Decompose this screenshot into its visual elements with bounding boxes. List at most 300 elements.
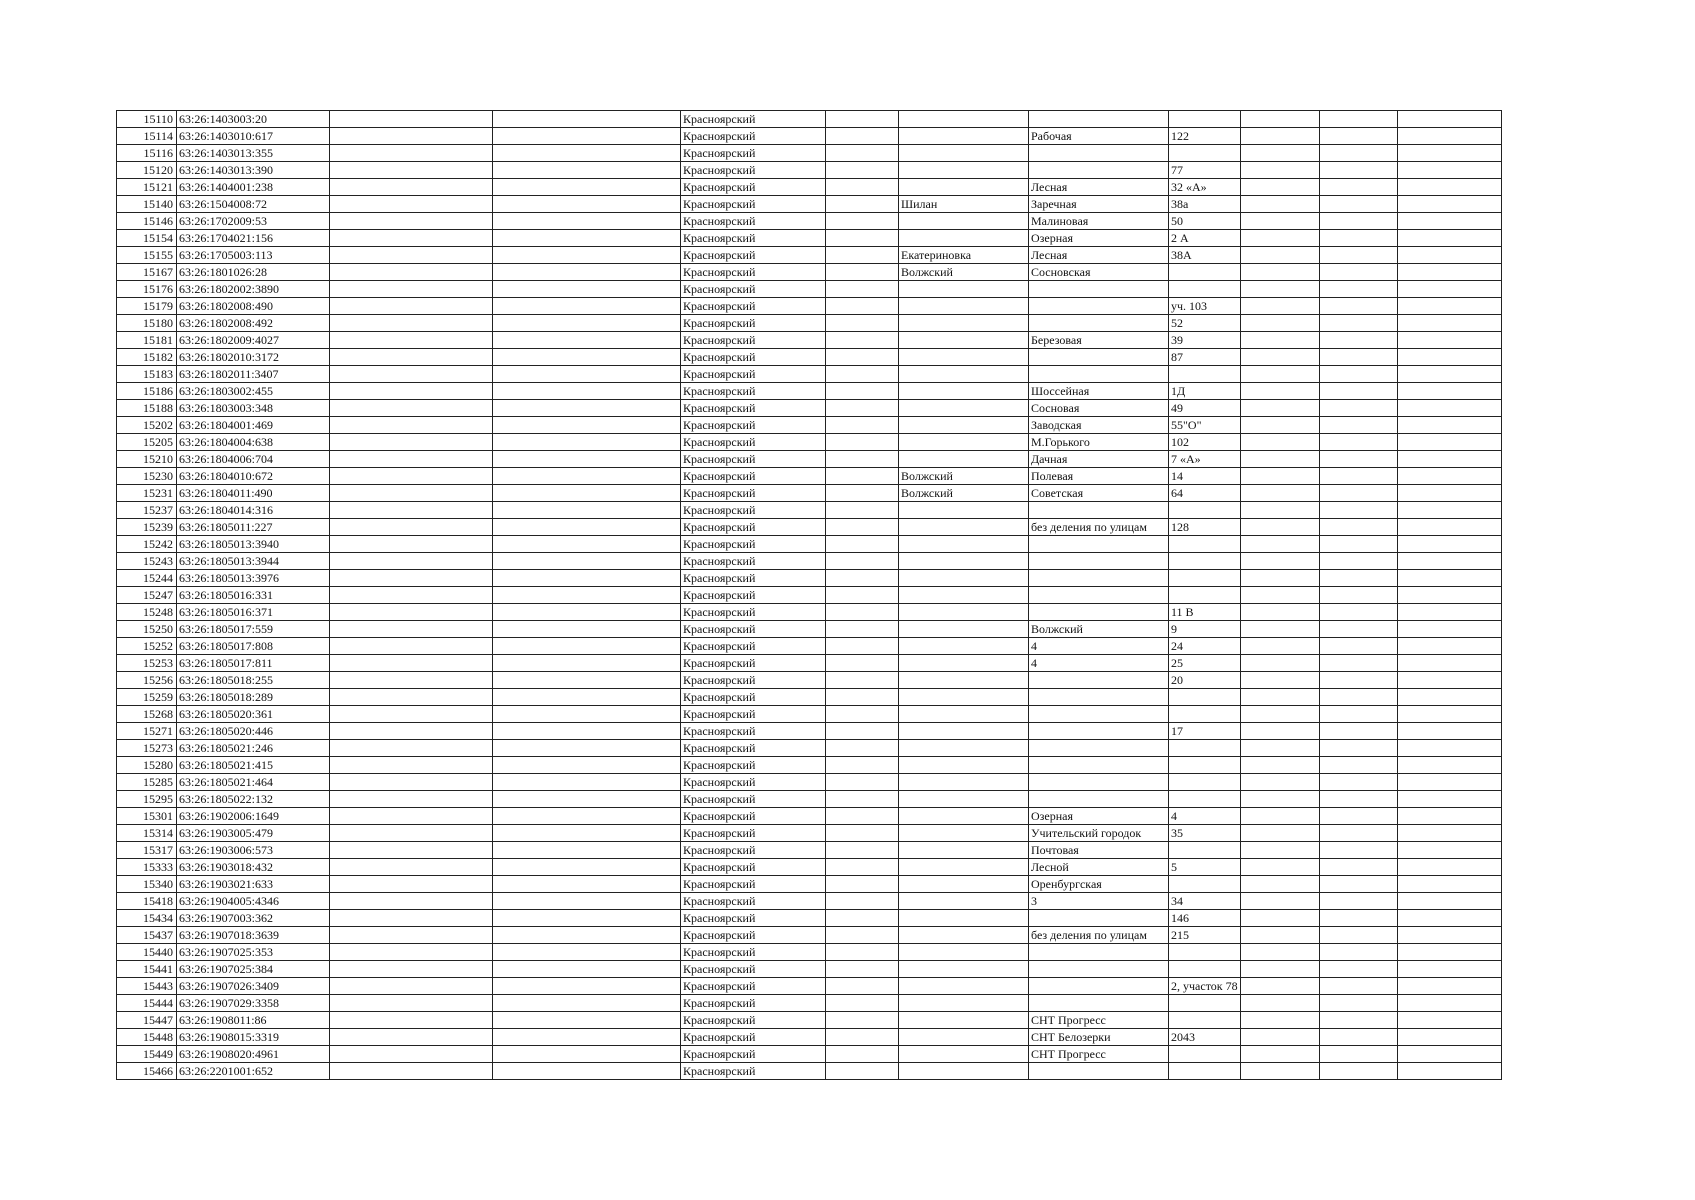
table-row <box>117 281 1502 298</box>
table-row <box>117 706 1502 723</box>
empty-cell <box>493 264 681 281</box>
row-number-cell: 15179 <box>117 298 177 315</box>
cadastral-number-cell: 63:26:1404001:238 <box>177 179 330 196</box>
empty-cell <box>1240 944 1319 961</box>
row-number-cell: 15253 <box>117 655 177 672</box>
empty-cell <box>1240 145 1319 162</box>
district-cell: Красноярский <box>681 519 826 536</box>
house-number-cell: 7 «А» <box>1169 451 1241 468</box>
empty-cell <box>1397 417 1501 434</box>
settlement-cell <box>899 570 1029 587</box>
street-cell: 3 <box>1029 893 1169 910</box>
empty-cell <box>826 349 899 366</box>
cadastral-number-cell: 63:26:1907025:353 <box>177 944 330 961</box>
empty-cell <box>826 961 899 978</box>
empty-cell <box>1240 519 1319 536</box>
empty-cell <box>493 876 681 893</box>
house-number-cell: 14 <box>1169 468 1241 485</box>
house-number-cell: 20 <box>1169 672 1241 689</box>
district-cell: Красноярский <box>681 1012 826 1029</box>
empty-cell <box>330 417 493 434</box>
row-number-cell: 15242 <box>117 536 177 553</box>
empty-cell <box>1240 638 1319 655</box>
row-number-cell: 15248 <box>117 604 177 621</box>
settlement-cell <box>899 842 1029 859</box>
row-number-cell: 15314 <box>117 825 177 842</box>
row-number-cell: 15205 <box>117 434 177 451</box>
empty-cell <box>1240 434 1319 451</box>
district-cell: Красноярский <box>681 145 826 162</box>
empty-cell <box>1240 893 1319 910</box>
street-cell: СНТ Прогресс <box>1029 1012 1169 1029</box>
table-row <box>117 383 1502 400</box>
district-cell: Красноярский <box>681 910 826 927</box>
house-number-cell: 122 <box>1169 128 1241 145</box>
district-cell: Красноярский <box>681 791 826 808</box>
street-cell <box>1029 315 1169 332</box>
street-cell: Лесной <box>1029 859 1169 876</box>
settlement-cell <box>899 1029 1029 1046</box>
street-cell: СНТ Прогресс <box>1029 1046 1169 1063</box>
empty-cell <box>1397 536 1501 553</box>
empty-cell <box>493 366 681 383</box>
street-cell <box>1029 791 1169 808</box>
cadastral-number-cell: 63:26:1805013:3944 <box>177 553 330 570</box>
empty-cell <box>493 315 681 332</box>
table-row <box>117 128 1502 145</box>
empty-cell <box>1319 230 1397 247</box>
row-number-cell: 15256 <box>117 672 177 689</box>
empty-cell <box>1397 961 1501 978</box>
street-cell: Заводская <box>1029 417 1169 434</box>
empty-cell <box>330 842 493 859</box>
empty-cell <box>493 553 681 570</box>
street-cell: М.Горького <box>1029 434 1169 451</box>
empty-cell <box>493 1029 681 1046</box>
empty-cell <box>826 689 899 706</box>
house-number-cell: уч. 103 <box>1169 298 1241 315</box>
table-row <box>117 570 1502 587</box>
empty-cell <box>1240 587 1319 604</box>
table-row <box>117 621 1502 638</box>
settlement-cell: Волжский <box>899 264 1029 281</box>
cadastral-number-cell: 63:26:1801026:28 <box>177 264 330 281</box>
empty-cell <box>1397 638 1501 655</box>
empty-cell <box>1397 332 1501 349</box>
empty-cell <box>826 859 899 876</box>
house-number-cell <box>1169 689 1241 706</box>
district-cell: Красноярский <box>681 128 826 145</box>
street-cell <box>1029 689 1169 706</box>
empty-cell <box>1240 162 1319 179</box>
empty-cell <box>1319 791 1397 808</box>
empty-cell <box>1240 825 1319 842</box>
empty-cell <box>826 757 899 774</box>
house-number-cell: 50 <box>1169 213 1241 230</box>
empty-cell <box>1397 366 1501 383</box>
street-cell <box>1029 604 1169 621</box>
empty-cell <box>330 876 493 893</box>
district-cell: Красноярский <box>681 587 826 604</box>
row-number-cell: 15252 <box>117 638 177 655</box>
empty-cell <box>1240 808 1319 825</box>
empty-cell <box>493 825 681 842</box>
street-cell <box>1029 553 1169 570</box>
empty-cell <box>1240 1012 1319 1029</box>
house-number-cell: 52 <box>1169 315 1241 332</box>
settlement-cell: Шилан <box>899 196 1029 213</box>
district-cell: Красноярский <box>681 264 826 281</box>
street-cell <box>1029 723 1169 740</box>
district-cell: Красноярский <box>681 621 826 638</box>
table-row <box>117 502 1502 519</box>
empty-cell <box>1319 1063 1397 1080</box>
district-cell: Красноярский <box>681 876 826 893</box>
cadastral-number-cell: 63:26:2201001:652 <box>177 1063 330 1080</box>
table-row <box>117 961 1502 978</box>
table-row <box>117 196 1502 213</box>
empty-cell <box>1397 910 1501 927</box>
empty-cell <box>1240 995 1319 1012</box>
street-cell <box>1029 978 1169 995</box>
settlement-cell <box>899 434 1029 451</box>
row-number-cell: 15317 <box>117 842 177 859</box>
empty-cell <box>1319 995 1397 1012</box>
empty-cell <box>1397 791 1501 808</box>
district-cell: Красноярский <box>681 723 826 740</box>
empty-cell <box>493 757 681 774</box>
empty-cell <box>1319 876 1397 893</box>
cadastral-number-cell: 63:26:1802002:3890 <box>177 281 330 298</box>
empty-cell <box>330 553 493 570</box>
empty-cell <box>330 638 493 655</box>
empty-cell <box>493 298 681 315</box>
house-number-cell <box>1169 757 1241 774</box>
empty-cell <box>1397 740 1501 757</box>
street-cell <box>1029 1063 1169 1080</box>
empty-cell <box>493 723 681 740</box>
street-cell: Оренбургская <box>1029 876 1169 893</box>
empty-cell <box>1319 740 1397 757</box>
settlement-cell <box>899 774 1029 791</box>
district-cell: Красноярский <box>681 468 826 485</box>
empty-cell <box>826 417 899 434</box>
house-number-cell: 38А <box>1169 247 1241 264</box>
empty-cell <box>1240 689 1319 706</box>
empty-cell <box>1319 451 1397 468</box>
district-cell: Красноярский <box>681 485 826 502</box>
empty-cell <box>1397 383 1501 400</box>
empty-cell <box>826 723 899 740</box>
settlement-cell <box>899 451 1029 468</box>
empty-cell <box>1397 808 1501 825</box>
empty-cell <box>330 621 493 638</box>
row-number-cell: 15146 <box>117 213 177 230</box>
cadastral-number-cell: 63:26:1504008:72 <box>177 196 330 213</box>
empty-cell <box>493 706 681 723</box>
row-number-cell: 15110 <box>117 111 177 128</box>
settlement-cell <box>899 1046 1029 1063</box>
empty-cell <box>1240 604 1319 621</box>
district-cell: Красноярский <box>681 604 826 621</box>
cadastral-number-cell: 63:26:1805013:3940 <box>177 536 330 553</box>
empty-cell <box>826 825 899 842</box>
street-cell: 4 <box>1029 638 1169 655</box>
empty-cell <box>330 434 493 451</box>
street-cell <box>1029 111 1169 128</box>
empty-cell <box>1240 383 1319 400</box>
settlement-cell <box>899 740 1029 757</box>
empty-cell <box>1397 468 1501 485</box>
empty-cell <box>330 196 493 213</box>
empty-cell <box>1397 502 1501 519</box>
empty-cell <box>1319 383 1397 400</box>
cadastral-number-cell: 63:26:1907029:3358 <box>177 995 330 1012</box>
street-cell: Рабочая <box>1029 128 1169 145</box>
cadastral-number-cell: 63:26:1805020:361 <box>177 706 330 723</box>
district-cell: Красноярский <box>681 740 826 757</box>
settlement-cell <box>899 995 1029 1012</box>
house-number-cell <box>1169 111 1241 128</box>
empty-cell <box>1240 247 1319 264</box>
settlement-cell <box>899 417 1029 434</box>
empty-cell <box>1240 196 1319 213</box>
table-row <box>117 859 1502 876</box>
empty-cell <box>1319 944 1397 961</box>
empty-cell <box>826 553 899 570</box>
empty-cell <box>1319 502 1397 519</box>
row-number-cell: 15243 <box>117 553 177 570</box>
table-row <box>117 553 1502 570</box>
empty-cell <box>826 893 899 910</box>
empty-cell <box>826 638 899 655</box>
street-cell: Озерная <box>1029 808 1169 825</box>
settlement-cell <box>899 1012 1029 1029</box>
empty-cell <box>1397 1063 1501 1080</box>
table-row <box>117 1029 1502 1046</box>
cadastral-number-cell: 63:26:1704021:156 <box>177 230 330 247</box>
settlement-cell <box>899 162 1029 179</box>
cadastral-number-cell: 63:26:1908011:86 <box>177 1012 330 1029</box>
empty-cell <box>330 570 493 587</box>
district-cell: Красноярский <box>681 536 826 553</box>
empty-cell <box>826 842 899 859</box>
empty-cell <box>493 213 681 230</box>
empty-cell <box>1240 281 1319 298</box>
row-number-cell: 15239 <box>117 519 177 536</box>
cadastral-number-cell: 63:26:1902006:1649 <box>177 808 330 825</box>
district-cell: Красноярский <box>681 1029 826 1046</box>
empty-cell <box>330 213 493 230</box>
street-cell <box>1029 774 1169 791</box>
empty-cell <box>493 417 681 434</box>
district-cell: Красноярский <box>681 502 826 519</box>
empty-cell <box>1397 196 1501 213</box>
row-number-cell: 15295 <box>117 791 177 808</box>
empty-cell <box>493 247 681 264</box>
empty-cell <box>1240 179 1319 196</box>
row-number-cell: 15434 <box>117 910 177 927</box>
empty-cell <box>330 468 493 485</box>
street-cell: без деления по улицам <box>1029 519 1169 536</box>
row-number-cell: 15301 <box>117 808 177 825</box>
house-number-cell <box>1169 502 1241 519</box>
cadastral-number-cell: 63:26:1705003:113 <box>177 247 330 264</box>
empty-cell <box>1397 655 1501 672</box>
house-number-cell: 2043 <box>1169 1029 1241 1046</box>
table-row <box>117 876 1502 893</box>
settlement-cell <box>899 349 1029 366</box>
cadastral-number-cell: 63:26:1908020:4961 <box>177 1046 330 1063</box>
table-row <box>117 366 1502 383</box>
empty-cell <box>1397 604 1501 621</box>
cadastral-number-cell: 63:26:1908015:3319 <box>177 1029 330 1046</box>
cadastral-number-cell: 63:26:1804011:490 <box>177 485 330 502</box>
empty-cell <box>826 740 899 757</box>
empty-cell <box>1319 162 1397 179</box>
empty-cell <box>330 451 493 468</box>
row-number-cell: 15440 <box>117 944 177 961</box>
row-number-cell: 15447 <box>117 1012 177 1029</box>
empty-cell <box>1240 570 1319 587</box>
empty-cell <box>330 128 493 145</box>
table-row <box>117 655 1502 672</box>
cadastral-number-cell: 63:26:1804004:638 <box>177 434 330 451</box>
empty-cell <box>330 978 493 995</box>
empty-cell <box>1240 876 1319 893</box>
empty-cell <box>1397 723 1501 740</box>
street-cell <box>1029 366 1169 383</box>
empty-cell <box>493 434 681 451</box>
empty-cell <box>493 111 681 128</box>
empty-cell <box>1319 128 1397 145</box>
empty-cell <box>1240 468 1319 485</box>
empty-cell <box>1319 570 1397 587</box>
empty-cell <box>493 893 681 910</box>
cadastral-number-cell: 63:26:1805017:559 <box>177 621 330 638</box>
empty-cell <box>1240 961 1319 978</box>
empty-cell <box>1240 315 1319 332</box>
street-cell <box>1029 995 1169 1012</box>
table-row <box>117 230 1502 247</box>
settlement-cell <box>899 502 1029 519</box>
empty-cell <box>330 145 493 162</box>
house-number-cell <box>1169 842 1241 859</box>
house-number-cell: 87 <box>1169 349 1241 366</box>
cadastral-number-cell: 63:26:1907018:3639 <box>177 927 330 944</box>
district-cell: Красноярский <box>681 638 826 655</box>
district-cell: Красноярский <box>681 298 826 315</box>
house-number-cell: 146 <box>1169 910 1241 927</box>
district-cell: Красноярский <box>681 825 826 842</box>
table-row <box>117 893 1502 910</box>
empty-cell <box>1240 298 1319 315</box>
empty-cell <box>1319 196 1397 213</box>
empty-cell <box>1397 400 1501 417</box>
table-row <box>117 315 1502 332</box>
empty-cell <box>493 995 681 1012</box>
empty-cell <box>493 519 681 536</box>
settlement-cell <box>899 519 1029 536</box>
empty-cell <box>826 791 899 808</box>
street-cell <box>1029 162 1169 179</box>
row-number-cell: 15181 <box>117 332 177 349</box>
street-cell <box>1029 910 1169 927</box>
house-number-cell: 24 <box>1169 638 1241 655</box>
row-number-cell: 15230 <box>117 468 177 485</box>
cadastral-number-cell: 63:26:1805017:808 <box>177 638 330 655</box>
cadastral-number-cell: 63:26:1804010:672 <box>177 468 330 485</box>
row-number-cell: 15183 <box>117 366 177 383</box>
empty-cell <box>493 791 681 808</box>
empty-cell <box>330 111 493 128</box>
district-cell: Красноярский <box>681 672 826 689</box>
empty-cell <box>493 910 681 927</box>
table-row <box>117 723 1502 740</box>
empty-cell <box>826 519 899 536</box>
empty-cell <box>1397 145 1501 162</box>
empty-cell <box>330 519 493 536</box>
empty-cell <box>1319 1012 1397 1029</box>
house-number-cell: 9 <box>1169 621 1241 638</box>
cadastral-number-cell: 63:26:1907026:3409 <box>177 978 330 995</box>
row-number-cell: 15186 <box>117 383 177 400</box>
empty-cell <box>493 808 681 825</box>
empty-cell <box>330 740 493 757</box>
empty-cell <box>1240 1046 1319 1063</box>
empty-cell <box>1319 213 1397 230</box>
empty-cell <box>1319 774 1397 791</box>
empty-cell <box>1240 536 1319 553</box>
street-cell <box>1029 706 1169 723</box>
empty-cell <box>1240 400 1319 417</box>
empty-cell <box>330 1029 493 1046</box>
empty-cell <box>330 587 493 604</box>
empty-cell <box>826 434 899 451</box>
empty-cell <box>1240 111 1319 128</box>
empty-cell <box>826 944 899 961</box>
settlement-cell <box>899 638 1029 655</box>
settlement-cell <box>899 893 1029 910</box>
empty-cell <box>826 485 899 502</box>
empty-cell <box>826 587 899 604</box>
empty-cell <box>1240 842 1319 859</box>
empty-cell <box>1240 451 1319 468</box>
empty-cell <box>1240 723 1319 740</box>
empty-cell <box>330 536 493 553</box>
settlement-cell <box>899 910 1029 927</box>
empty-cell <box>1319 349 1397 366</box>
table-row <box>117 638 1502 655</box>
settlement-cell <box>899 927 1029 944</box>
empty-cell <box>330 230 493 247</box>
empty-cell <box>1319 315 1397 332</box>
empty-cell <box>1240 485 1319 502</box>
empty-cell <box>493 842 681 859</box>
empty-cell <box>826 876 899 893</box>
empty-cell <box>493 944 681 961</box>
street-cell: Заречная <box>1029 196 1169 213</box>
empty-cell <box>1240 740 1319 757</box>
settlement-cell <box>899 213 1029 230</box>
empty-cell <box>1319 536 1397 553</box>
empty-cell <box>826 808 899 825</box>
empty-cell <box>826 927 899 944</box>
row-number-cell: 15167 <box>117 264 177 281</box>
row-number-cell: 15444 <box>117 995 177 1012</box>
empty-cell <box>493 162 681 179</box>
empty-cell <box>1319 927 1397 944</box>
